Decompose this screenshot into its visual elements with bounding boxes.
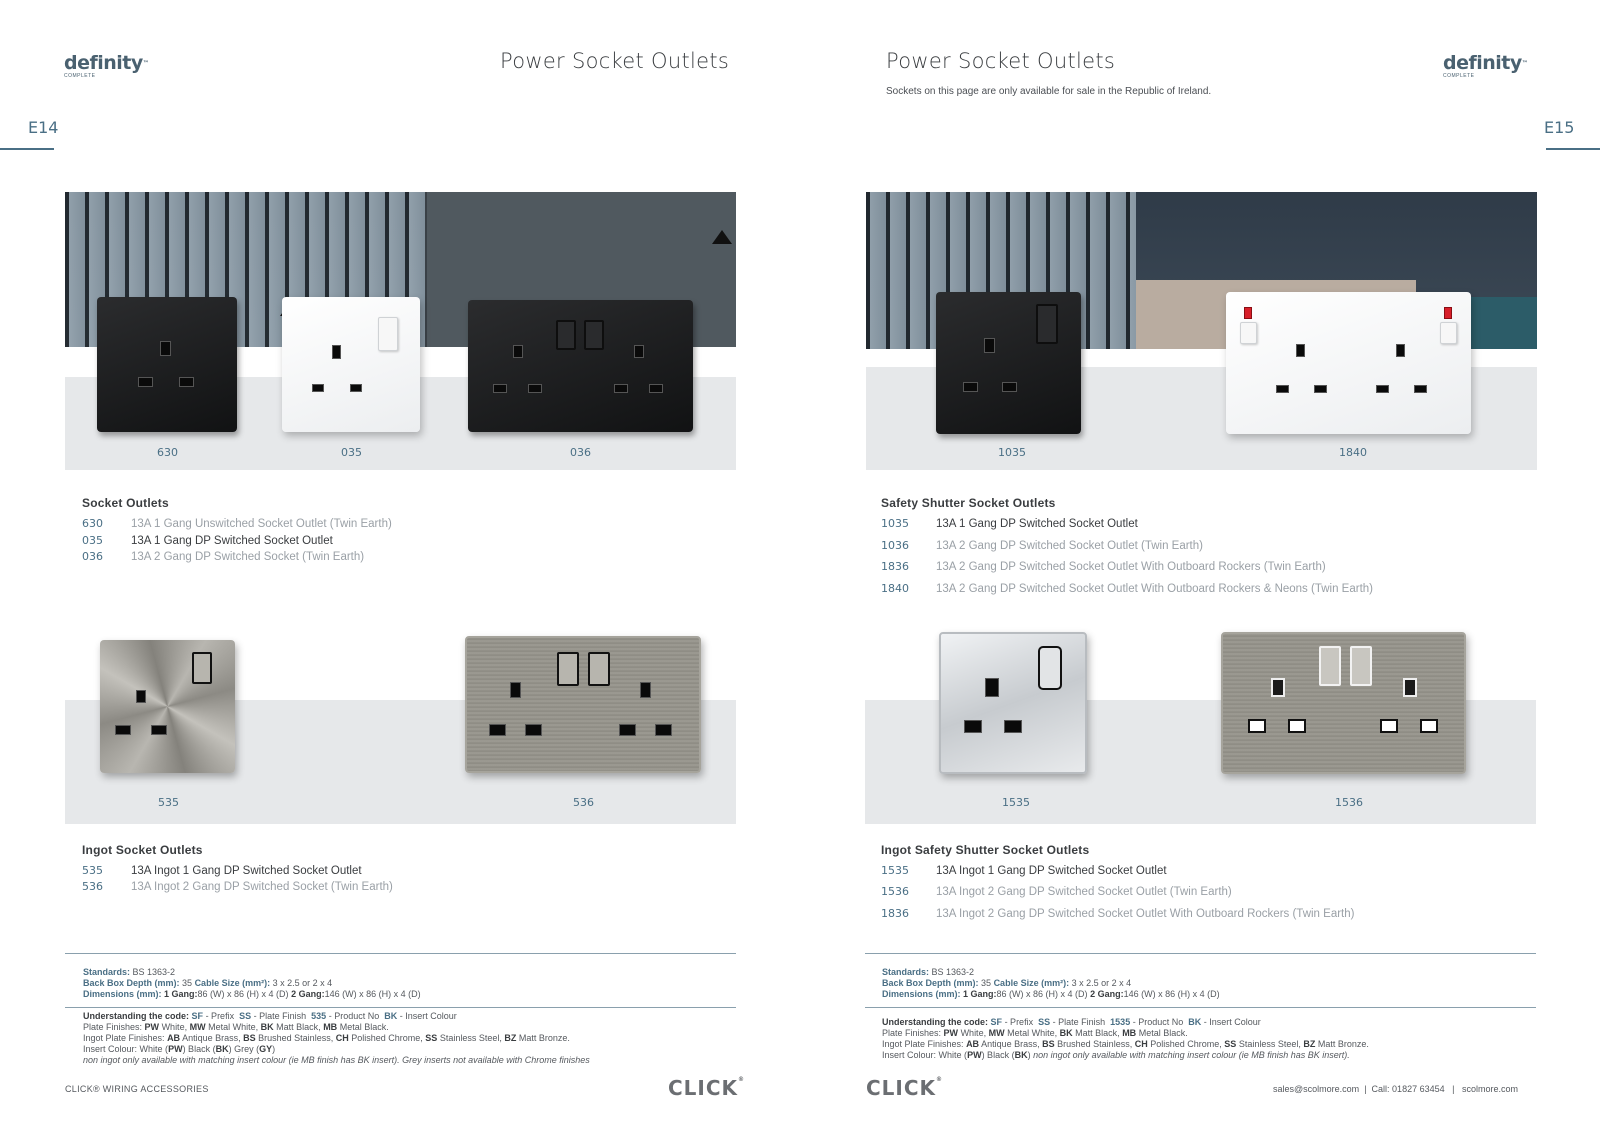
pin-icon xyxy=(964,720,982,733)
list-item xyxy=(881,517,1138,530)
product-code: 1036 xyxy=(881,539,909,552)
pin-icon xyxy=(528,384,542,393)
section-title: Safety Shutter Socket Outlets xyxy=(881,496,1056,510)
pin-icon xyxy=(1276,385,1289,393)
earth-pin-icon xyxy=(1403,678,1417,697)
product-description: 13A Ingot 2 Gang DP Switched Socket Outlet (Twin Earth) xyxy=(936,886,1232,898)
pin-icon xyxy=(1376,385,1389,393)
pin-icon xyxy=(1004,720,1022,733)
product-code: 1836 xyxy=(881,907,909,920)
switch-rocker-icon xyxy=(1240,322,1257,344)
definity-logo-left: definity™ COMPLETE xyxy=(64,52,149,79)
spec-dimensions: Dimensions (mm): 1 Gang:86 (W) x 86 (H) x 4 (D) 2 Gang:146 (W) x 86 (H) x 4 (D) xyxy=(882,989,1220,999)
earth-pin-icon xyxy=(160,341,171,356)
product-description: 13A 1 Gang DP Switched Socket Outlet xyxy=(936,518,1138,530)
hero-image-left xyxy=(65,192,736,470)
neon-indicator-icon xyxy=(1444,307,1452,319)
switch-rocker-icon xyxy=(1038,646,1062,690)
switch-rocker-icon xyxy=(556,320,576,350)
product-code: 1536 xyxy=(881,885,909,898)
pin-icon xyxy=(655,724,672,736)
spec-dimensions: Dimensions (mm): 1 Gang:86 (W) x 86 (H) x 4 (D) 2 Gang:146 (W) x 86 (H) x 4 (D) xyxy=(83,989,421,999)
product-description: 13A Ingot 2 Gang DP Switched Socket Outlet With Outboard Rockers (Twin Earth) xyxy=(936,908,1355,920)
footer-separator: | xyxy=(1364,1084,1367,1094)
pin-icon xyxy=(619,724,636,736)
product-description: 13A 2 Gang DP Switched Socket (Twin Earth) xyxy=(131,551,365,563)
footer-contact xyxy=(1273,1084,1518,1094)
socket-036-image xyxy=(468,300,693,432)
ingot-plate-finishes: Ingot Plate Finishes: AB Antique Brass, BS Brushed Stainless, CH Polished Chrome, SS Stainless Steel, BZ Matt Bronze. xyxy=(882,1039,1369,1049)
switch-rocker-icon xyxy=(557,652,579,686)
code-guide: Understanding the code: SF - Prefix SS - Plate Finish 1535 - Product No BK - Insert Colour xyxy=(882,1017,1261,1027)
earth-pin-icon xyxy=(136,690,146,703)
ingot-plate-finishes: Ingot Plate Finishes: AB Antique Brass, BS Brushed Stainless, CH Polished Chrome, SS Stainless Steel, BZ Matt Bronze. xyxy=(83,1033,570,1043)
spec-standards: Standards: BS 1363-2 xyxy=(83,967,176,977)
product-label: 536 xyxy=(573,796,594,809)
footer-separator: | xyxy=(1452,1084,1455,1094)
product-code: 1840 xyxy=(881,582,909,595)
product-label: 1536 xyxy=(1335,796,1363,809)
pin-icon xyxy=(1288,719,1306,733)
pin-icon xyxy=(963,382,978,392)
product-code: 1535 xyxy=(881,864,909,877)
pin-icon xyxy=(1248,719,1266,733)
product-code: 536 xyxy=(82,880,103,893)
product-label: 036 xyxy=(570,446,591,459)
product-label: 1035 xyxy=(998,446,1026,459)
socket-035-image xyxy=(282,297,420,432)
insert-colour: Insert Colour: White (PW) Black (BK) non ingot only available with matching insert colour (ie MB finish has BK insert). xyxy=(882,1050,1350,1060)
product-label: 535 xyxy=(158,796,179,809)
footer-brand: CLICK® WIRING ACCESSORIES xyxy=(65,1084,209,1094)
pin-icon xyxy=(614,384,628,393)
product-description: 13A 2 Gang DP Switched Socket Outlet With Outboard Rockers (Twin Earth) xyxy=(936,561,1326,573)
page-title-right: Power Socket Outlets xyxy=(886,49,1116,73)
product-code: 1035 xyxy=(881,517,909,530)
earth-pin-icon xyxy=(1271,678,1285,697)
switch-rocker-icon xyxy=(1036,304,1058,344)
pin-icon xyxy=(525,724,542,736)
pin-icon xyxy=(1420,719,1438,733)
socket-1535-image xyxy=(939,632,1087,774)
earth-pin-icon xyxy=(640,682,651,698)
socket-1536-image xyxy=(1221,632,1466,774)
plate-finishes: Plate Finishes: PW White, MW Metal White, BK Matt Black, MB Metal Black. xyxy=(882,1028,1188,1038)
list-item xyxy=(82,517,392,530)
product-description: 13A 1 Gang DP Switched Socket Outlet xyxy=(131,535,333,547)
code-guide: Understanding the code: SF - Prefix SS - Plate Finish 535 - Product No BK - Insert Colour xyxy=(83,1011,457,1021)
product-code: 630 xyxy=(82,517,103,530)
pendant-lamp-icon xyxy=(712,230,732,244)
divider xyxy=(65,1007,736,1008)
list-item xyxy=(82,534,333,547)
email-link[interactable]: sales@scolmore.com xyxy=(1273,1084,1360,1094)
pin-icon xyxy=(312,384,324,392)
product-code: 1836 xyxy=(881,560,909,573)
ingot-image-right xyxy=(865,610,1536,824)
page-title-left: Power Socket Outlets xyxy=(500,49,730,73)
socket-1840-image xyxy=(1226,292,1471,434)
pin-icon xyxy=(493,384,507,393)
divider xyxy=(65,953,736,954)
socket-536-image xyxy=(465,636,701,773)
pin-icon xyxy=(115,725,131,735)
pin-icon xyxy=(179,377,194,387)
click-logo-right: CLICK® xyxy=(866,1076,944,1100)
switch-rocker-icon xyxy=(192,652,212,684)
pin-icon xyxy=(1314,385,1327,393)
list-item xyxy=(82,880,393,893)
pin-icon xyxy=(1414,385,1427,393)
product-description: 13A 2 Gang DP Switched Socket Outlet With Outboard Rockers & Neons (Twin Earth) xyxy=(936,583,1373,595)
earth-pin-icon xyxy=(513,345,523,358)
switch-rocker-icon xyxy=(1319,646,1341,686)
product-description: 13A 2 Gang DP Switched Socket Outlet (Twin Earth) xyxy=(936,540,1203,552)
list-item xyxy=(82,864,362,877)
page-number-right: E15 xyxy=(1544,118,1575,137)
list-item xyxy=(881,539,1203,552)
product-description: 13A 1 Gang Unswitched Socket Outlet (Twin Earth) xyxy=(131,518,392,530)
switch-rocker-icon xyxy=(588,652,610,686)
insert-note: non ingot only available with matching insert colour (ie MB finish has BK insert). Grey inserts not available with Chrome finishes xyxy=(83,1055,590,1065)
list-item xyxy=(881,907,1354,920)
product-description: 13A Ingot 1 Gang DP Switched Socket Outlet xyxy=(131,865,362,877)
earth-pin-icon xyxy=(1296,344,1305,357)
page-number-left: E14 xyxy=(28,118,59,137)
divider xyxy=(865,953,1536,954)
definity-logo-right: definity™ COMPLETE xyxy=(1443,52,1528,79)
list-item xyxy=(881,864,1167,877)
list-item xyxy=(82,550,364,563)
spec-backbox: Back Box Depth (mm): 35 Cable Size (mm²): 3 x 2.5 or 2 x 4 xyxy=(83,978,333,988)
pin-icon xyxy=(350,384,362,392)
list-item xyxy=(881,560,1326,573)
pin-icon xyxy=(138,377,153,387)
product-label: 035 xyxy=(341,446,362,459)
insert-note: non ingot only available with matching insert colour (ie MB finish has BK insert). xyxy=(1033,1050,1350,1060)
earth-pin-icon xyxy=(510,682,521,698)
product-description: 13A Ingot 1 Gang DP Switched Socket Outlet xyxy=(936,865,1167,877)
socket-535-image xyxy=(100,640,235,773)
click-logo-left: CLICK® xyxy=(668,1076,746,1100)
section-title: Socket Outlets xyxy=(82,496,169,510)
earth-pin-icon xyxy=(1396,344,1405,357)
product-label: 630 xyxy=(157,446,178,459)
switch-rocker-icon xyxy=(1350,646,1372,686)
spec-standards: Standards: BS 1363-2 xyxy=(882,967,975,977)
socket-630-image xyxy=(97,297,237,432)
product-label: 1840 xyxy=(1339,446,1367,459)
neon-indicator-icon xyxy=(1244,307,1252,319)
product-code: 535 xyxy=(82,864,103,877)
plate-finishes: Plate Finishes: PW White, MW Metal White, BK Matt Black, MB Metal Black. xyxy=(83,1022,389,1032)
availability-notice: Sockets on this page are only available for sale in the Republic of Ireland. xyxy=(886,86,1212,97)
socket-1035-image xyxy=(936,292,1081,434)
ingot-image-left xyxy=(65,598,736,824)
product-code: 035 xyxy=(82,534,103,547)
section-title: Ingot Safety Shutter Socket Outlets xyxy=(881,843,1090,857)
insert-colour: Insert Colour: White (PW) Black (BK) Grey (GY) xyxy=(83,1044,276,1054)
page-number-rule-right xyxy=(1546,148,1600,150)
pin-icon xyxy=(649,384,663,393)
pin-icon xyxy=(489,724,506,736)
divider xyxy=(865,1007,1536,1008)
list-item xyxy=(881,582,1373,595)
earth-pin-icon xyxy=(332,345,341,359)
pin-icon xyxy=(1380,719,1398,733)
product-label: 1535 xyxy=(1002,796,1030,809)
hero-image-right xyxy=(866,192,1537,470)
product-code: 036 xyxy=(82,550,103,563)
switch-rocker-icon xyxy=(378,317,398,351)
page-number-rule-left xyxy=(0,148,54,150)
phone-number: Call: 01827 63454 xyxy=(1371,1084,1445,1094)
switch-rocker-icon xyxy=(584,320,604,350)
switch-rocker-icon xyxy=(1440,322,1457,344)
spec-backbox: Back Box Depth (mm): 35 Cable Size (mm²): 3 x 2.5 or 2 x 4 xyxy=(882,978,1132,988)
website-link[interactable]: scolmore.com xyxy=(1461,1084,1518,1094)
pin-icon xyxy=(1002,382,1017,392)
earth-pin-icon xyxy=(984,338,995,353)
list-item xyxy=(881,885,1232,898)
earth-pin-icon xyxy=(634,345,644,358)
section-title: Ingot Socket Outlets xyxy=(82,843,203,857)
pin-icon xyxy=(151,725,167,735)
product-description: 13A Ingot 2 Gang DP Switched Socket (Twin Earth) xyxy=(131,881,393,893)
earth-pin-icon xyxy=(985,678,999,697)
